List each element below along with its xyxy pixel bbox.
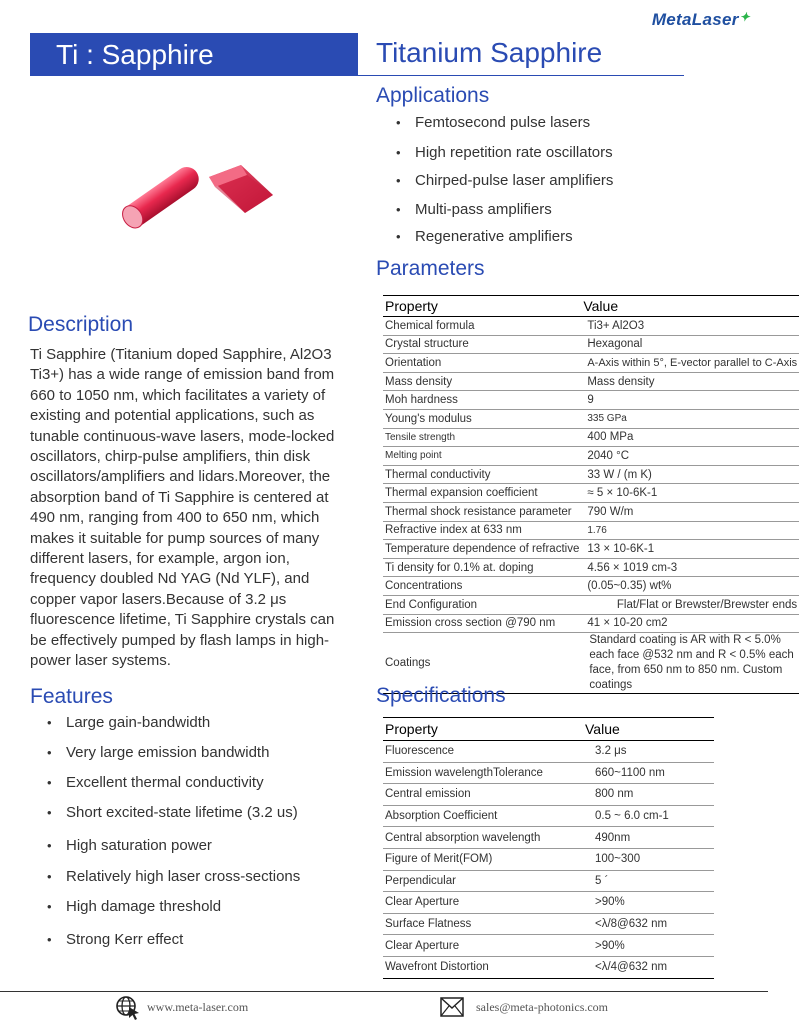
property-cell: Tensile strength	[383, 428, 581, 447]
feature-item: • Very large emission bandwidth	[66, 744, 269, 761]
application-item: • Chirped-pulse laser amplifiers	[415, 172, 613, 189]
logo-star-icon: ✦	[739, 10, 750, 24]
property-cell: Moh hardness	[383, 391, 581, 410]
table-row	[383, 614, 799, 633]
property-cell: Refractive index at 633 nm	[383, 521, 581, 540]
feature-item: • Relatively high laser cross-sections	[66, 868, 300, 885]
value-cell: 800 nm	[583, 784, 714, 806]
value-cell: 9	[581, 391, 799, 410]
value-cell: 13 × 10-6K-1	[581, 540, 799, 559]
value-cell: 660~1100 nm	[583, 762, 714, 784]
application-item: • Multi-pass amplifiers	[415, 201, 552, 218]
website-link[interactable]: www.meta-laser.com	[147, 1000, 249, 1014]
specifications-heading: Specifications	[376, 684, 506, 707]
property-cell: Ti density for 0.1% at. doping	[383, 558, 581, 577]
page-title: Titanium Sapphire	[376, 37, 603, 68]
value-cell: Ti3+ Al2O3	[581, 317, 799, 336]
envelope-icon	[440, 997, 464, 1017]
crystal-image	[105, 155, 275, 235]
property-cell: Perpendicular	[383, 870, 583, 892]
value-cell: >90%	[583, 935, 714, 957]
table-row	[383, 595, 799, 614]
table-row	[383, 317, 799, 336]
feature-item: • Short excited-state lifetime (3.2 us)	[66, 804, 298, 821]
property-cell: Temperature dependence of refractive	[383, 540, 581, 559]
table-row	[383, 409, 799, 428]
footer-divider	[0, 991, 768, 992]
property-cell: Thermal shock resistance parameter	[383, 502, 581, 521]
table-row	[383, 870, 714, 892]
table-header-row	[383, 296, 799, 317]
feature-item: • Excellent thermal conductivity	[66, 774, 264, 791]
parameters-heading: Parameters	[376, 257, 485, 280]
property-cell: End Configuration	[383, 595, 581, 614]
table-row	[383, 391, 799, 410]
value-cell: 100~300	[583, 848, 714, 870]
column-header-value: Value	[583, 718, 714, 741]
value-cell: 490nm	[583, 827, 714, 849]
value-cell: Flat/Flat or Brewster/Brewster ends	[581, 595, 799, 614]
value-cell: 790 W/m	[581, 502, 799, 521]
table-row	[383, 956, 714, 978]
column-header-value: Value	[581, 296, 799, 317]
property-cell: Thermal expansion coefficient	[383, 484, 581, 503]
application-item: • Regenerative amplifiers	[415, 228, 573, 245]
property-cell: Surface Flatness	[383, 913, 583, 935]
value-cell: Standard coating is AR with R < 5.0% each face @532 nm and R < 0.5% each face, from 650 nm to 850 nm. Custom coatings	[581, 633, 799, 694]
feature-item: • High saturation power	[66, 837, 212, 854]
table-row	[383, 335, 799, 354]
application-item: • High repetition rate oscillators	[415, 144, 613, 161]
cube-crystal	[209, 165, 273, 213]
property-cell: Clear Aperture	[383, 892, 583, 914]
property-cell: Melting point	[383, 447, 581, 466]
property-cell: Emission wavelengthTolerance	[383, 762, 583, 784]
table-row	[383, 428, 799, 447]
description-text: Ti Sapphire (Titanium doped Sapphire, Al2O3 Ti3+) has a wide range of emission band from 660 to 1050 nm, which facilitates a variety of existing and potential applications, such as tunable continuous-wave lasers, mode-locked oscillators, chirp-pulse amplifiers, thin disk oscillators/amplifiers and lidars.Moreover, the absorption band of Ti Sapphire is centered at 490 nm, ranging from 400 to 650 nm, which makes it suitable for pump sources of many different lasers, for example, argon ion, frequency doubled Nd YAG (Nd YLF), and copper vapor lasers.Because of 3.2 μs fluorescence lifetime, Ti Sapphire crystals can be effectively pumped by flash lamps in high-power laser systems.	[30, 346, 335, 670]
value-cell: 4.56 × 1019 cm-3	[581, 558, 799, 577]
application-item: • Femtosecond pulse lasers	[415, 114, 590, 131]
feature-item: • Large gain-bandwidth	[66, 714, 210, 731]
value-cell: ≈ 5 × 10-6K-1	[581, 484, 799, 503]
value-cell: >90%	[583, 892, 714, 914]
features-heading: Features	[30, 685, 113, 708]
table-row	[383, 913, 714, 935]
table-row	[383, 354, 799, 373]
table-row	[383, 521, 799, 540]
value-cell: Hexagonal	[581, 335, 799, 354]
value-cell: (0.05~0.35) wt%	[581, 577, 799, 596]
table-row	[383, 848, 714, 870]
rod-crystal	[118, 162, 203, 232]
table-row	[383, 465, 799, 484]
value-cell: 2040 °C	[581, 447, 799, 466]
logo-text: MetaLaser	[651, 10, 739, 29]
specifications-table	[383, 717, 714, 979]
table-row	[383, 540, 799, 559]
property-cell: Orientation	[383, 354, 581, 373]
value-cell: Mass density	[581, 372, 799, 391]
property-cell: Emission cross section @790 nm	[383, 614, 581, 633]
feature-item: • Strong Kerr effect	[66, 931, 183, 948]
property-cell: Fluorescence	[383, 741, 583, 763]
value-cell: <λ/4@632 nm	[583, 956, 714, 978]
table-row	[383, 577, 799, 596]
table-row	[383, 502, 799, 521]
property-cell: Chemical formula	[383, 317, 581, 336]
table-row	[383, 892, 714, 914]
property-cell: Clear Aperture	[383, 935, 583, 957]
company-logo	[652, 10, 750, 30]
email-link[interactable]: sales@meta-photonics.com	[476, 1000, 609, 1014]
value-cell: 0.5 ~ 6.0 cm-1	[583, 805, 714, 827]
applications-heading: Applications	[376, 84, 490, 107]
parameters-table	[383, 295, 799, 694]
property-cell: Wavefront Distortion	[383, 956, 583, 978]
table-row	[383, 558, 799, 577]
property-cell: Absorption Coefficient	[383, 805, 583, 827]
table-row	[383, 372, 799, 391]
property-cell: Central emission	[383, 784, 583, 806]
property-cell: Young's modulus	[383, 409, 581, 428]
table-row	[383, 827, 714, 849]
table-row	[383, 935, 714, 957]
property-cell: Crystal structure	[383, 335, 581, 354]
property-cell: Coatings	[383, 633, 581, 694]
table-row	[383, 784, 714, 806]
description-heading: Description	[28, 313, 134, 336]
property-cell: Thermal conductivity	[383, 465, 581, 484]
table-row	[383, 741, 714, 763]
property-cell: Mass density	[383, 372, 581, 391]
value-cell: 5 ´	[583, 870, 714, 892]
table-header-row	[383, 718, 714, 741]
title-divider	[358, 75, 684, 76]
value-cell: 400 MPa	[581, 428, 799, 447]
table-row	[383, 762, 714, 784]
value-cell: <λ/8@632 nm	[583, 913, 714, 935]
feature-item: • High damage threshold	[66, 898, 221, 915]
property-cell: Concentrations	[383, 577, 581, 596]
column-header-property: Property	[383, 718, 583, 741]
value-cell: 335 GPa	[581, 409, 799, 428]
value-cell: 33 W / (m K)	[581, 465, 799, 484]
property-cell: Figure of Merit(FOM)	[383, 848, 583, 870]
table-row	[383, 447, 799, 466]
property-cell: Central absorption wavelength	[383, 827, 583, 849]
table-row	[383, 484, 799, 503]
value-cell: 41 × 10-20 cm2	[581, 614, 799, 633]
value-cell: A-Axis within 5°, E-vector parallel to C-Axis	[581, 354, 799, 373]
value-cell: 1.76	[581, 521, 799, 540]
table-row	[383, 805, 714, 827]
globe-cursor-icon	[115, 995, 141, 1021]
banner-title: Ti : Sapphire	[30, 33, 358, 76]
column-header-property: Property	[383, 296, 581, 317]
value-cell: 3.2 μs	[583, 741, 714, 763]
